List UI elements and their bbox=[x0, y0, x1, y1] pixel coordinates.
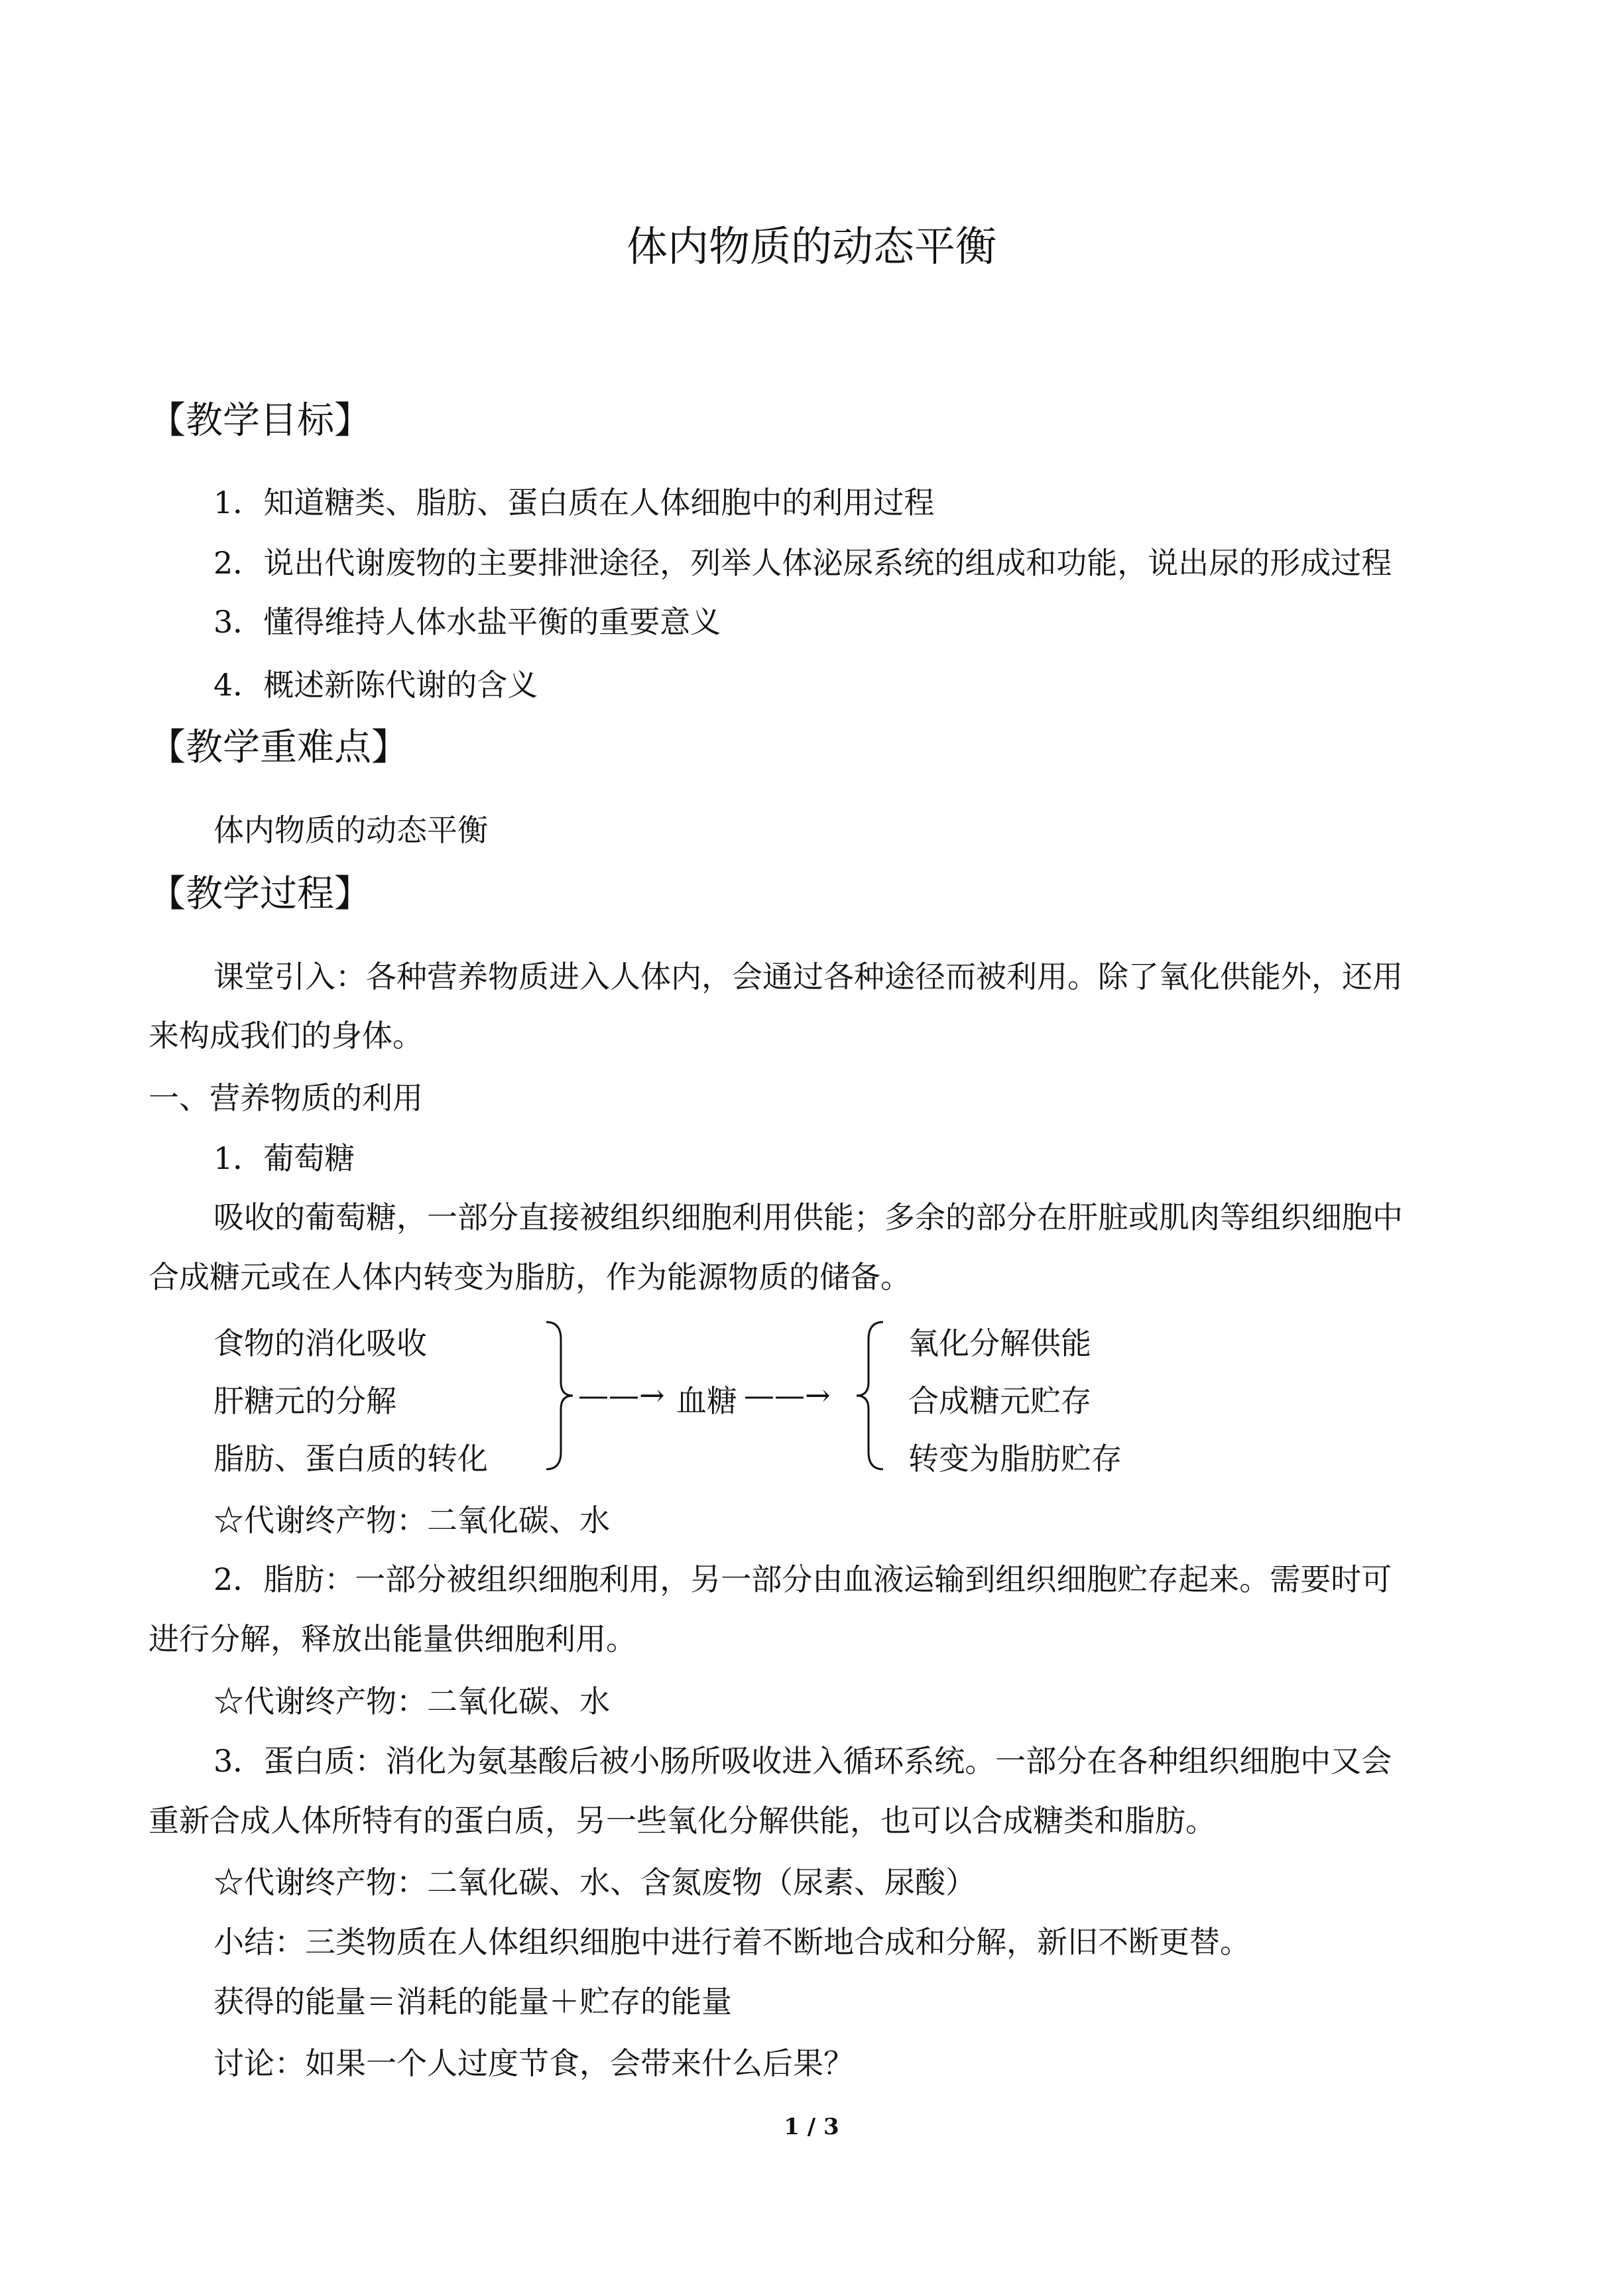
energy-equation: 获得的能量＝消耗的能量＋贮存的能量 bbox=[213, 1984, 732, 2020]
fat-paragraph-line: 进行分解，释放出能量供细胞利用。 bbox=[149, 1621, 636, 1657]
diagram-destination: 氧化分解供能 bbox=[908, 1325, 1091, 1361]
end-product-note: ☆代谢终产物：二氧化碳、水 bbox=[213, 1502, 610, 1538]
right-brace-icon bbox=[544, 1319, 577, 1472]
protein-paragraph-line: 重新合成人体所特有的蛋白质，另一些氧化分解供能，也可以合成糖类和脂肪。 bbox=[149, 1803, 1216, 1839]
objective-item: 3．懂得维持人体水盐平衡的重要意义 bbox=[213, 604, 721, 640]
objective-item: 4．概述新陈代谢的含义 bbox=[213, 667, 538, 703]
objective-item: 1．知道糖类、脂肪、蛋白质在人体细胞中的利用过程 bbox=[213, 485, 935, 520]
diagram-center-label: 血糖 bbox=[676, 1383, 737, 1419]
page-number: 1 / 3 bbox=[784, 2114, 839, 2140]
intro-line: 来构成我们的身体。 bbox=[149, 1018, 423, 1054]
section-heading-process: 【教学过程】 bbox=[149, 873, 371, 916]
end-product-note: ☆代谢终产物：二氧化碳、水、含氮废物（尿素、尿酸） bbox=[213, 1864, 976, 1900]
diagram-source: 脂肪、蛋白质的转化 bbox=[213, 1441, 488, 1477]
objective-item: 2．说出代谢废物的主要排泄途径，列举人体泌尿系统的组成和功能，说出尿的形成过程 bbox=[213, 545, 1392, 581]
page-title: 体内物质的动态平衡 bbox=[626, 222, 996, 271]
diagram-arrow: ——→ bbox=[744, 1377, 831, 1413]
diagram-destination: 转变为脂肪贮存 bbox=[908, 1441, 1122, 1477]
keypoint-text: 体内物质的动态平衡 bbox=[213, 812, 488, 848]
diagram-source: 食物的消化吸收 bbox=[213, 1325, 427, 1361]
diagram-destination: 合成糖元贮存 bbox=[908, 1383, 1091, 1419]
fat-paragraph-line: 2．脂肪：一部分被组织细胞利用，另一部分由血液运输到组织细胞贮存起来。需要时可 bbox=[213, 1561, 1392, 1597]
diagram-arrow: ——→ bbox=[578, 1377, 665, 1413]
section-heading-objectives: 【教学目标】 bbox=[149, 399, 371, 442]
intro-line: 课堂引入：各种营养物质进入人体内，会通过各种途径而被利用。除了氧化供能外，还用 bbox=[213, 959, 1403, 995]
subheading-glucose: 1．葡萄糖 bbox=[213, 1140, 355, 1176]
part-heading: 一、营养物质的利用 bbox=[149, 1080, 423, 1116]
glucose-paragraph-line: 吸收的葡萄糖，一部分直接被组织细胞利用供能；多余的部分在肝脏或肌肉等组织细胞中 bbox=[213, 1199, 1403, 1235]
discussion-question: 讨论：如果一个人过度节食，会带来什么后果？ bbox=[213, 2045, 854, 2081]
summary-text: 小结：三类物质在人体组织细胞中进行着不断地合成和分解，新旧不断更替。 bbox=[213, 1924, 1250, 1960]
section-heading-keypoints: 【教学重难点】 bbox=[149, 726, 408, 769]
left-brace-icon bbox=[853, 1319, 886, 1472]
protein-paragraph-line: 3．蛋白质：消化为氨基酸后被小肠所吸收进入循环系统。一部分在各种组织细胞中又会 bbox=[213, 1743, 1392, 1779]
end-product-note: ☆代谢终产物：二氧化碳、水 bbox=[213, 1683, 610, 1719]
diagram-source: 肝糖元的分解 bbox=[213, 1383, 396, 1419]
glucose-paragraph-line: 合成糖元或在人体内转变为脂肪，作为能源物质的储备。 bbox=[149, 1259, 911, 1295]
